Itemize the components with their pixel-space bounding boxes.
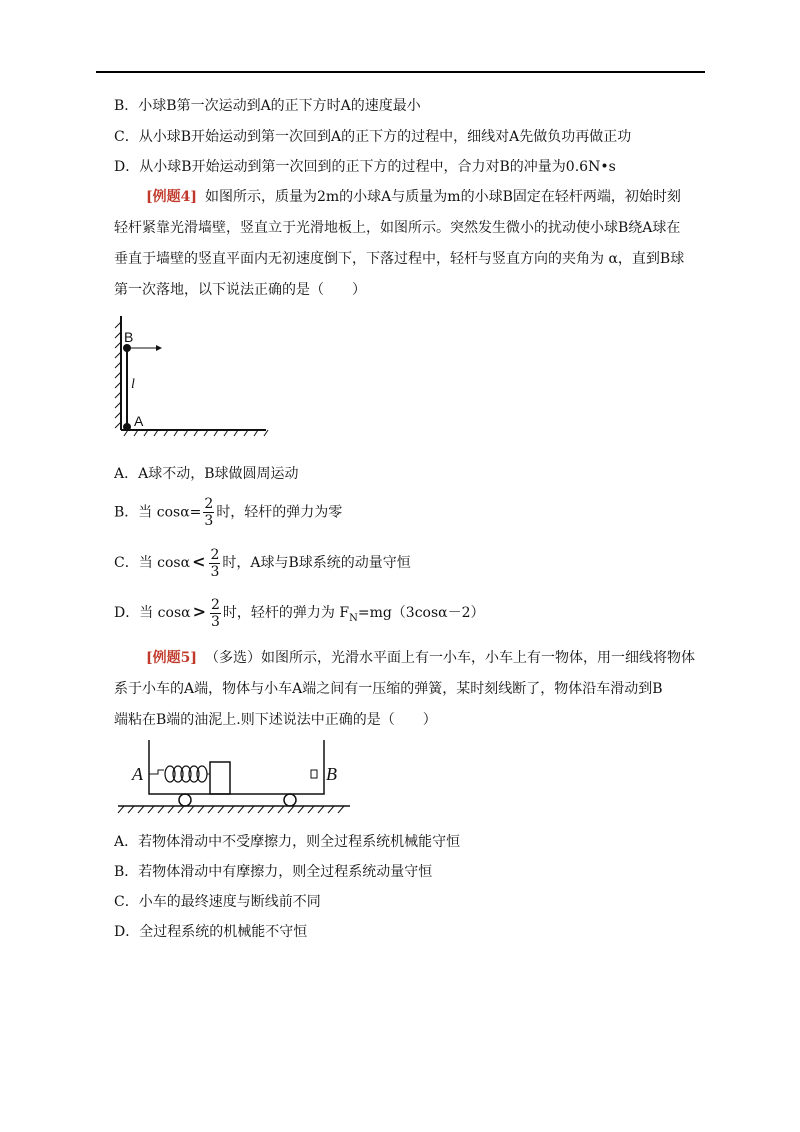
example4-stem — [114, 187, 714, 311]
label-a: A — [132, 764, 143, 784]
fraction: $\frac{2}{3}$ — [210, 546, 220, 580]
fraction: $\frac{2}{3}$ — [211, 596, 220, 630]
example5-stem — [114, 648, 714, 741]
example5-figure — [114, 738, 354, 814]
example5-tag: [例题5] — [146, 650, 197, 666]
example4-line-4: 第一次落地，以下说法正确的是（ ） — [114, 282, 366, 298]
option-b-prev: B．小球B第一次运动到A的正下方时A的速度最小 — [114, 98, 421, 114]
example5-option-a: A．若物体滑动中不受摩擦力，则全过程系统机械能守恒 — [114, 834, 461, 850]
label-l: l — [131, 377, 135, 392]
example4-option-d: D．当 cosα > $\frac{2}{3}$ 时，轻杆的弹力为 $F_N=mg(3\cos\alpha-2)$ — [114, 596, 485, 630]
example4-figure — [112, 312, 272, 440]
example5-option-c: C．小车的最终速度与断线前不同 — [114, 894, 321, 910]
example4-tag: [例题4] — [146, 189, 197, 205]
option-d-prev: D．从小球B开始运动到第一次回到的正下方的过程中，合力对B的冲量为0.6N•s — [114, 159, 616, 175]
example4-line-1: 如图所示，质量为2m的小球A与质量为m的小球B固定在轻杆两端，初始时刻 — [205, 189, 681, 205]
example5-line-3: 端粘在B端的油泥上.则下述说法中正确的是（ ） — [114, 712, 437, 728]
example4-line-2: 轻杆紧靠光滑墙壁，竖直立于光滑地板上，如图所示。突然发生微小的扰动使小球B绕A球在 — [114, 220, 681, 236]
fraction: $\frac{2}{3}$ — [204, 496, 214, 529]
example5-option-b: B．若物体滑动中有摩擦力，则全过程系统动量守恒 — [114, 864, 433, 880]
header-rule — [96, 71, 705, 73]
option-c-prev: C．从小球B开始运动到第一次回到A的正下方的过程中，细线对A先做负功再做正功 — [114, 129, 632, 145]
example4-option-a: A．A球不动，B球做圆周运动 — [114, 466, 299, 482]
label-a: A — [134, 413, 144, 429]
label-b: B — [326, 764, 337, 784]
example5-line-1: （多选）如图所示，光滑水平面上有一小车，小车上有一物体，用一细线将物体 — [205, 650, 695, 666]
example4-line-3: 垂直于墙壁的竖直平面内无初速度倒下，下落过程中，轻杆与竖直方向的夹角为 α，直到B球 — [114, 251, 685, 267]
example5-line-2: 系于小车的A端，物体与小车A端之间有一压缩的弹簧，某时刻线断了，物体沿车滑动到B — [114, 681, 663, 697]
example4-option-b: B．当 cosα= $\frac{2}{3}$ 时，轻杆的弹力为零 — [114, 496, 343, 529]
example4-option-c: C．当 cosα < $\frac{2}{3}$ 时，A球与B球系统的动量守恒 — [114, 546, 411, 580]
label-b: B — [124, 329, 134, 345]
example5-option-d: D．全过程系统的机械能不守恒 — [114, 924, 308, 940]
